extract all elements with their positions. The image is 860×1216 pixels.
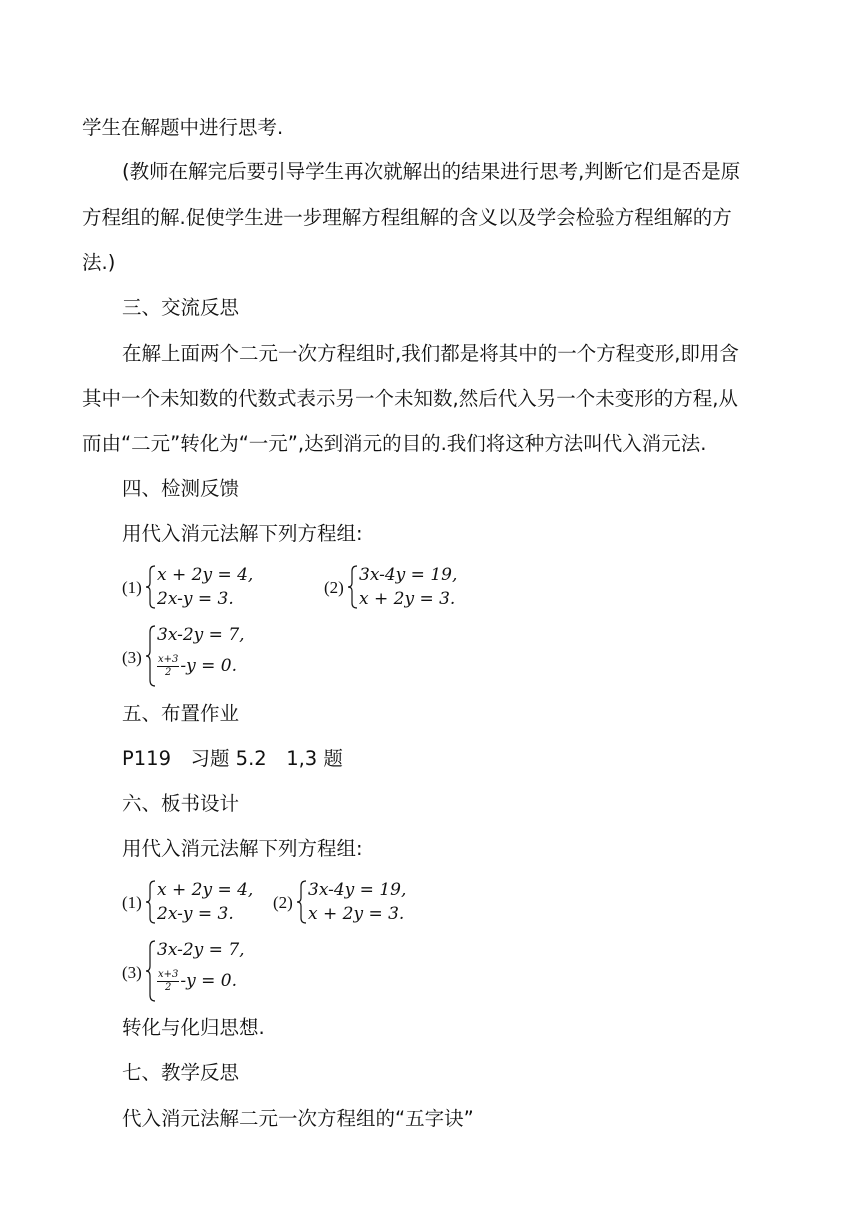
section-heading: 五、布置作业	[122, 702, 240, 725]
equation-system	[324, 565, 484, 609]
left-brace-icon	[348, 565, 358, 609]
text-line: 用代入消元法解下列方程组:	[122, 837, 363, 860]
left-brace-icon	[146, 565, 156, 609]
fraction: $\frac{x+3}{2}$	[158, 654, 179, 678]
equation-system	[273, 880, 433, 924]
equation: $\frac{x+3}{2}$ -y = 0.	[158, 654, 238, 678]
text-line: 代入消元法解二元一次方程组的“五字诀”	[122, 1107, 474, 1130]
section-heading: 六、板书设计	[122, 792, 240, 815]
equation: x + 2y = 4,	[157, 880, 254, 900]
text-line: 学生在解题中进行思考.	[82, 116, 284, 139]
system-label: (3)	[122, 963, 142, 982]
text-line: P119 习题 5.2 1,3 题	[122, 747, 343, 770]
text-line: (教师在解完后要引导学生再次就解出的结果进行思考,判断它们是否是原	[122, 160, 741, 183]
equation: x + 2y = 3.	[359, 589, 456, 609]
equation: 3x-4y = 19,	[359, 565, 458, 585]
system-label: (3)	[122, 648, 142, 667]
text-line: 用代入消元法解下列方程组:	[122, 522, 363, 545]
equation: 3x-4y = 19,	[308, 880, 407, 900]
equation: 3x-2y = 7,	[157, 940, 245, 960]
section-heading: 四、检测反馈	[122, 477, 240, 500]
text-line: 转化与化归思想.	[122, 1016, 265, 1039]
system-label: (1)	[122, 578, 142, 597]
text-line: 在解上面两个二元一次方程组时,我们都是将其中的一个方程变形,即用含	[122, 342, 739, 365]
text-line: 法.)	[82, 251, 116, 274]
system-label: (2)	[324, 578, 344, 597]
equation: x + 2y = 4,	[157, 565, 254, 585]
equation-system	[122, 625, 282, 687]
text-line: 方程组的解.促使学生进一步理解方程组解的含义以及学会检验方程组解的方	[82, 206, 732, 229]
equation-system	[122, 565, 282, 609]
left-brace-icon	[146, 940, 156, 1002]
text-line: 而由“二元”转化为“一元”,达到消元的目的.我们将这种方法叫代入消元法.	[82, 432, 707, 455]
equation: 2x-y = 3.	[157, 904, 234, 924]
left-brace-icon	[297, 880, 307, 924]
section-heading: 三、交流反思	[122, 296, 240, 319]
equation-system	[122, 880, 272, 924]
section-heading: 七、教学反思	[122, 1061, 240, 1084]
left-brace-icon	[146, 625, 156, 687]
equation: x + 2y = 3.	[308, 904, 405, 924]
left-brace-icon	[146, 880, 156, 924]
equation: 2x-y = 3.	[157, 589, 234, 609]
equation: $\frac{x+3}{2}$ -y = 0.	[158, 969, 238, 993]
system-label: (2)	[273, 893, 293, 912]
equation: 3x-2y = 7,	[157, 625, 245, 645]
fraction: $\frac{x+3}{2}$	[158, 969, 179, 993]
system-label: (1)	[122, 893, 142, 912]
equation-system	[122, 940, 282, 1002]
text-line: 其中一个未知数的代数式表示另一个未知数,然后代入另一个未变形的方程,从	[82, 387, 738, 410]
